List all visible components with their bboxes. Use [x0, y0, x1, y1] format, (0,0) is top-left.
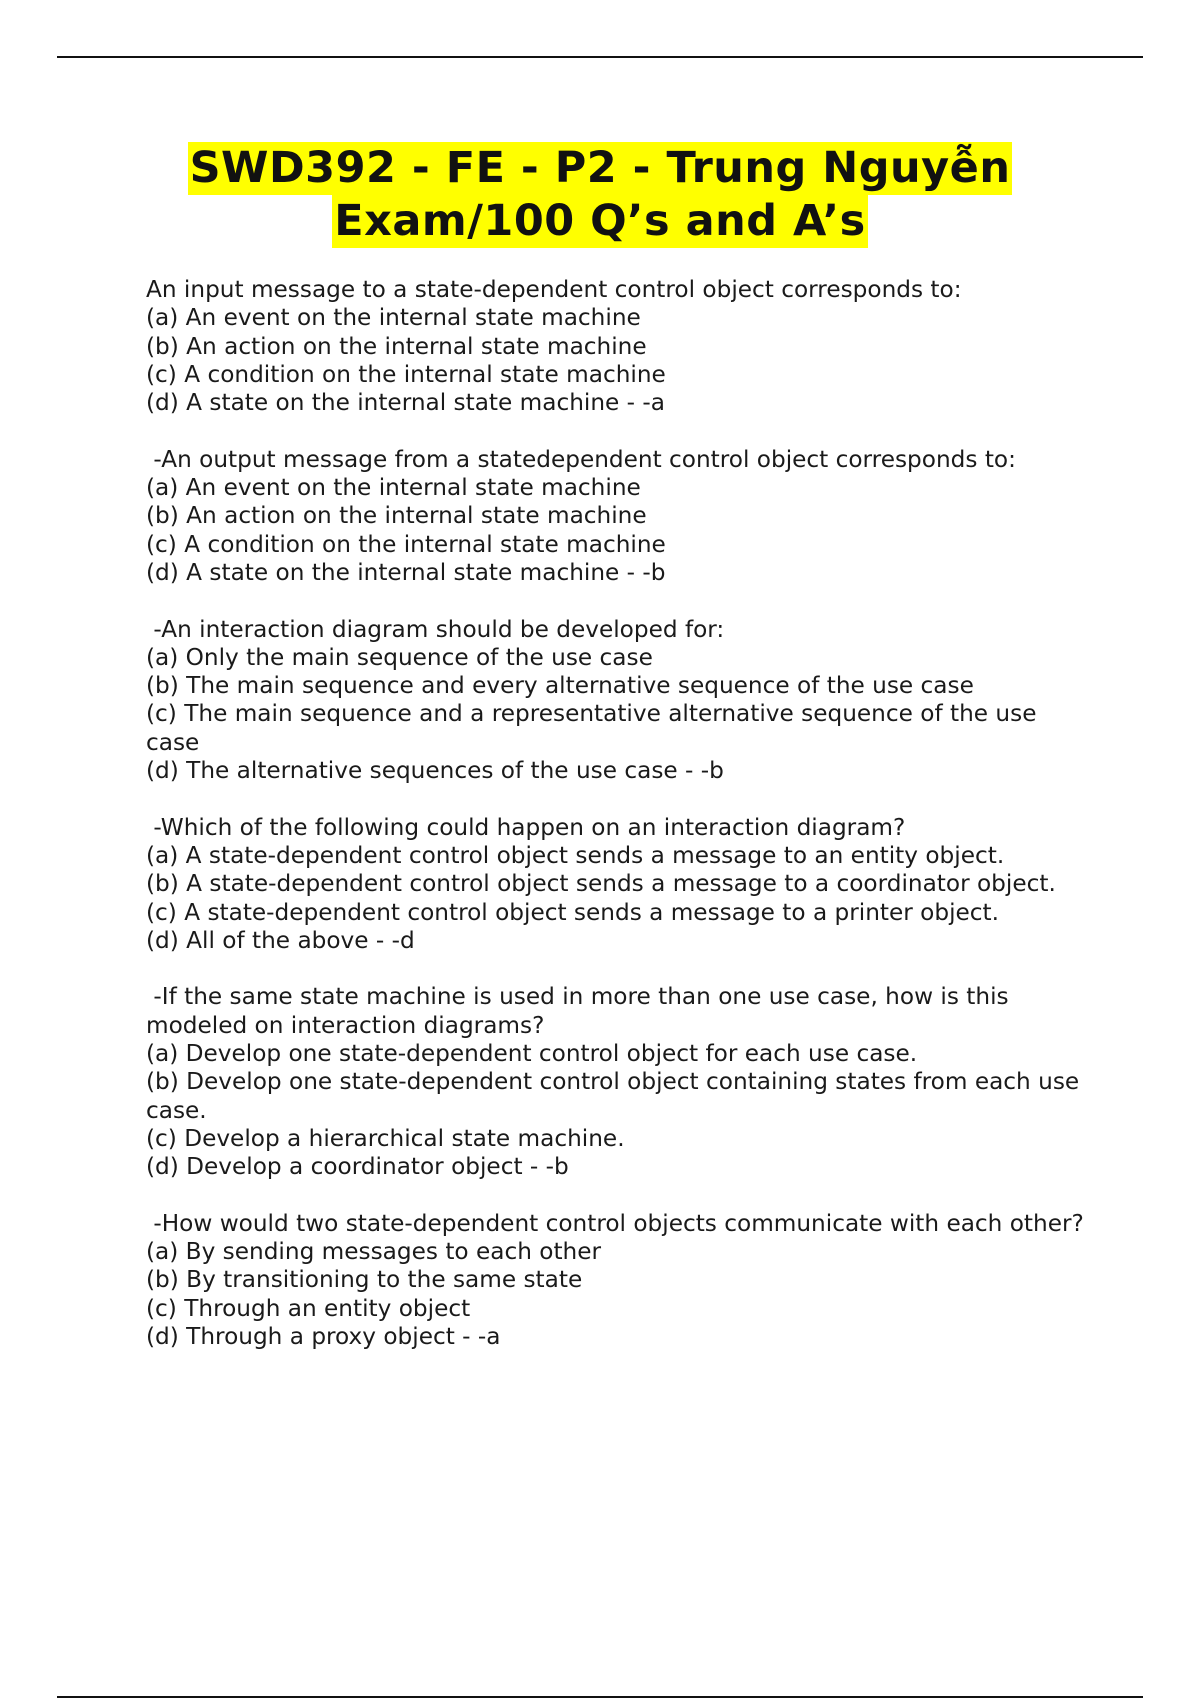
question-text: -If the same state machine is used in more than one use case, how is this modeled on interaction diagrams? — [146, 983, 1016, 1039]
question-text: -How would two state-dependent control objects communicate with each other? — [146, 1209, 1084, 1237]
option-c: (c) Develop a hierarchical state machine. — [146, 1124, 625, 1152]
question-text: An input message to a state-dependent control object corresponds to: — [146, 276, 962, 303]
question-item — [146, 983, 1086, 1181]
question-text: -Which of the following could happen on an interaction diagram? — [146, 813, 906, 841]
option-a: (a) Develop one state-dependent control object for each use case. — [146, 1040, 918, 1068]
bottom-rule — [57, 1696, 1143, 1698]
question-item — [146, 814, 1086, 955]
question-list — [146, 276, 1086, 1380]
option-b: (b) An action on the internal state machine — [146, 502, 647, 530]
option-c: (c) A state-dependent control object sends a message to a printer object. — [146, 898, 1000, 926]
title-line-1: SWD392 - FE - P2 - Trung Nguyễn — [189, 143, 1011, 193]
option-a: (a) An event on the internal state machine — [146, 304, 641, 332]
option-d: (d) A state on the internal state machine - -a — [146, 389, 665, 417]
option-c: (c) A condition on the internal state machine — [146, 530, 666, 558]
title-line-2: Exam/100 Q’s and A’s — [334, 196, 866, 246]
option-a: (a) By sending messages to each other — [146, 1238, 602, 1266]
option-b: (b) An action on the internal state machine — [146, 332, 647, 360]
option-c: (c) The main sequence and a representative alternative sequence of the use case — [146, 700, 1037, 756]
option-c: (c) Through an entity object — [146, 1294, 471, 1322]
question-item — [146, 276, 1086, 417]
option-a: (a) A state-dependent control object sends a message to an entity object. — [146, 841, 1005, 869]
page-title — [0, 142, 1200, 248]
top-rule — [57, 56, 1143, 58]
option-d: (d) Through a proxy object - -a — [146, 1322, 501, 1350]
option-b: (b) A state-dependent control object sends a message to a coordinator object. — [146, 870, 1056, 898]
option-d: (d) The alternative sequences of the use case - -b — [146, 757, 724, 785]
option-d: (d) A state on the internal state machine - -b — [146, 558, 666, 586]
question-item — [146, 446, 1086, 587]
option-a: (a) Only the main sequence of the use case — [146, 643, 653, 671]
option-b: (b) By transitioning to the same state — [146, 1266, 583, 1294]
question-text: -An interaction diagram should be developed for: — [146, 615, 725, 643]
option-a: (a) An event on the internal state machine — [146, 474, 641, 502]
question-item — [146, 616, 1086, 786]
option-d: (d) Develop a coordinator object - -b — [146, 1153, 569, 1181]
option-d: (d) All of the above - -d — [146, 926, 415, 954]
question-item — [146, 1210, 1086, 1351]
option-b: (b) Develop one state-dependent control object containing states from each use case. — [146, 1068, 1080, 1124]
option-c: (c) A condition on the internal state machine — [146, 360, 666, 388]
question-text: -An output message from a statedependent control object corresponds to: — [146, 445, 1016, 473]
option-b: (b) The main sequence and every alternative sequence of the use case — [146, 672, 974, 700]
